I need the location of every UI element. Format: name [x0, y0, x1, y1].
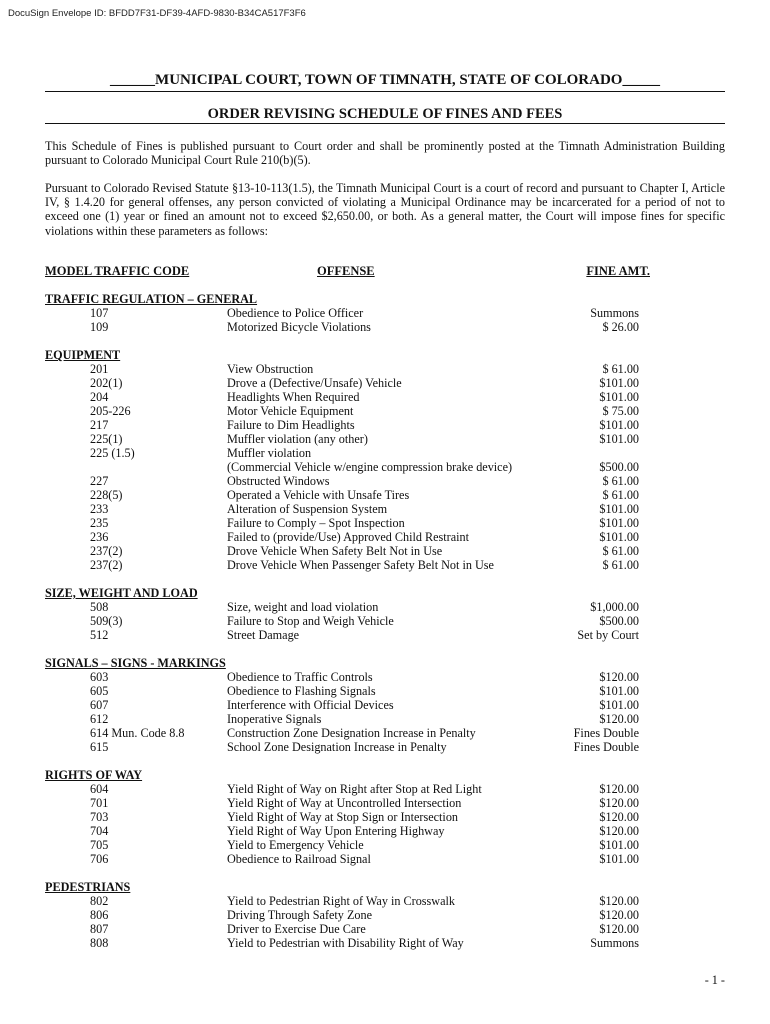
offense-cell: Driver to Exercise Due Care — [227, 922, 366, 936]
fine-cell: $120.00 — [599, 712, 639, 726]
code-cell: 202(1) — [90, 376, 123, 390]
table-row — [0, 810, 770, 824]
code-cell: 205-226 — [90, 404, 131, 418]
code-cell: 509(3) — [90, 614, 123, 628]
section-title: TRAFFIC REGULATION – GENERAL — [45, 292, 258, 306]
fine-section — [0, 292, 770, 334]
code-cell: 605 — [90, 684, 109, 698]
fine-cell: $ 26.00 — [602, 320, 639, 334]
offense-cell: Muffler violation (any other) — [227, 432, 368, 446]
fine-cell: $120.00 — [599, 782, 639, 796]
table-row — [0, 894, 770, 908]
code-cell: 701 — [90, 796, 109, 810]
section-title: PEDESTRIANS — [45, 880, 131, 894]
fine-cell: $ 61.00 — [602, 362, 639, 376]
offense-cell-continued: (Commercial Vehicle w/engine compression brake device) — [227, 460, 513, 474]
table-row — [0, 362, 770, 376]
offense-cell: Operated a Vehicle with Unsafe Tires — [227, 488, 410, 502]
table-row — [0, 432, 770, 446]
fine-cell: $ 61.00 — [602, 488, 639, 502]
offense-cell: Alteration of Suspension System — [227, 502, 388, 516]
column-header-offense: OFFENSE — [317, 264, 375, 278]
code-cell: 808 — [90, 936, 109, 950]
fine-cell: $101.00 — [599, 502, 639, 516]
fine-cell: $ 61.00 — [602, 474, 639, 488]
fine-cell: $101.00 — [599, 390, 639, 404]
fine-cell: $120.00 — [599, 810, 639, 824]
table-row — [0, 474, 770, 488]
fine-cell: $101.00 — [599, 432, 639, 446]
fine-cell: $101.00 — [599, 698, 639, 712]
section-title: SIGNALS – SIGNS - MARKINGS — [45, 656, 226, 670]
code-cell: 703 — [90, 810, 109, 824]
code-cell: 706 — [90, 852, 109, 866]
code-cell: 233 — [90, 502, 109, 516]
table-row — [0, 516, 770, 530]
table-row — [0, 824, 770, 838]
column-header-fine: FINE AMT. — [586, 264, 650, 278]
fine-cell: $500.00 — [599, 460, 639, 474]
offense-cell: Driving Through Safety Zone — [227, 908, 372, 922]
fine-cell: $101.00 — [599, 684, 639, 698]
table-row — [0, 628, 770, 642]
fine-cell: $120.00 — [599, 894, 639, 908]
fine-cell: $ 75.00 — [602, 404, 639, 418]
code-cell: 228(5) — [90, 488, 123, 502]
table-row — [0, 544, 770, 558]
offense-cell: Construction Zone Designation Increase in Penalty — [227, 726, 476, 740]
table-row — [0, 530, 770, 544]
offense-cell: Motor Vehicle Equipment — [227, 404, 354, 418]
offense-cell: View Obstruction — [227, 362, 314, 376]
offense-cell: Obedience to Police Officer — [227, 306, 364, 320]
table-row — [0, 740, 770, 754]
offense-cell: Obstructed Windows — [227, 474, 330, 488]
fine-cell: Set by Court — [577, 628, 639, 642]
fine-cell: $120.00 — [599, 670, 639, 684]
code-cell: 512 — [90, 628, 109, 642]
offense-cell: Failure to Stop and Weigh Vehicle — [227, 614, 394, 628]
table-row — [0, 712, 770, 726]
fines-table — [0, 292, 770, 950]
offense-cell: Interference with Official Devices — [227, 698, 394, 712]
fine-cell: $101.00 — [599, 376, 639, 390]
fine-cell: $1,000.00 — [590, 600, 639, 614]
title-rule — [45, 91, 725, 92]
table-row — [0, 558, 770, 572]
code-cell: 614 Mun. Code 8.8 — [90, 726, 185, 740]
code-cell: 705 — [90, 838, 109, 852]
code-cell: 225 (1.5) — [90, 446, 135, 460]
intro-paragraph: This Schedule of Fines is published pursuant to Court order and shall be prominently posted at the Timnath Administration Building pursuant to Colorado Municipal Court Rule 210(b)(5). — [45, 139, 725, 168]
code-cell: 807 — [90, 922, 109, 936]
table-row — [0, 306, 770, 320]
offense-cell: Drove a (Defective/Unsafe) Vehicle — [227, 376, 402, 390]
table-row — [0, 726, 770, 740]
table-row — [0, 446, 770, 474]
fine-cell: $101.00 — [599, 418, 639, 432]
offense-cell: Failure to Comply – Spot Inspection — [227, 516, 405, 530]
code-cell: 237(2) — [90, 558, 123, 572]
code-cell: 612 — [90, 712, 109, 726]
table-row — [0, 418, 770, 432]
table-row — [0, 838, 770, 852]
fine-cell: $101.00 — [599, 530, 639, 544]
fine-cell: $101.00 — [599, 516, 639, 530]
table-row — [0, 684, 770, 698]
code-cell: 604 — [90, 782, 109, 796]
fine-section — [0, 880, 770, 950]
code-cell: 603 — [90, 670, 109, 684]
table-row — [0, 852, 770, 866]
offense-cell: School Zone Designation Increase in Penalty — [227, 740, 447, 754]
offense-cell: Yield Right of Way on Right after Stop at Red Light — [227, 782, 482, 796]
table-row — [0, 320, 770, 334]
table-row — [0, 600, 770, 614]
table-row — [0, 404, 770, 418]
table-row — [0, 782, 770, 796]
table-row — [0, 390, 770, 404]
offense-cell: Yield to Emergency Vehicle — [227, 838, 364, 852]
docusign-envelope-id: DocuSign Envelope ID: BFDD7F31-DF39-4AFD-9830-B34CA517F3F6 — [8, 8, 306, 19]
fine-section — [0, 348, 770, 572]
offense-cell: Failure to Dim Headlights — [227, 418, 355, 432]
fine-section — [0, 768, 770, 866]
table-row — [0, 670, 770, 684]
code-cell: 508 — [90, 600, 109, 614]
offense-cell: Yield to Pedestrian Right of Way in Crosswalk — [227, 894, 455, 908]
code-cell: 217 — [90, 418, 109, 432]
fine-cell: $120.00 — [599, 796, 639, 810]
offense-cell: Yield Right of Way at Uncontrolled Intersection — [227, 796, 462, 810]
code-cell: 225(1) — [90, 432, 123, 446]
code-cell: 107 — [90, 306, 109, 320]
offense-cell: Headlights When Required — [227, 390, 360, 404]
fine-cell: $101.00 — [599, 852, 639, 866]
page-number: - 1 - — [704, 973, 725, 987]
fine-cell: $ 61.00 — [602, 544, 639, 558]
code-cell: 806 — [90, 908, 109, 922]
offense-cell: Yield Right of Way Upon Entering Highway — [227, 824, 445, 838]
statute-paragraph: Pursuant to Colorado Revised Statute §13-10-113(1.5), the Timnath Municipal Court is a court of record and pursuant to Chapter I, Article IV, § 1.4.20 for general offenses, any person convicted of violating a Municipal Ordinance may be incarcerated for a period of not to exceed one (1) year or fined an amount not to exceed $2,650.00, or both. As a general matter, the Court will impose fines for specific violations within these parameters as follows: — [45, 181, 725, 238]
offense-cell: Street Damage — [227, 628, 300, 642]
fine-cell: Fines Double — [573, 740, 639, 754]
offense-cell: Inoperative Signals — [227, 712, 322, 726]
offense-cell: Size, weight and load violation — [227, 600, 379, 614]
court-title: ______MUNICIPAL COURT, TOWN OF TIMNATH, STATE OF COLORADO_____ — [110, 72, 660, 88]
offense-cell: Failed to (provide/Use) Approved Child Restraint — [227, 530, 470, 544]
fine-cell: $120.00 — [599, 824, 639, 838]
order-title: ORDER REVISING SCHEDULE OF FINES AND FEES — [207, 106, 563, 122]
code-cell: 227 — [90, 474, 109, 488]
code-cell: 615 — [90, 740, 109, 754]
code-cell: 235 — [90, 516, 109, 530]
table-row — [0, 488, 770, 502]
table-row — [0, 502, 770, 516]
table-row — [0, 922, 770, 936]
fine-section — [0, 586, 770, 642]
code-cell: 109 — [90, 320, 109, 334]
section-title: EQUIPMENT — [45, 348, 121, 362]
offense-cell: Yield Right of Way at Stop Sign or Intersection — [227, 810, 459, 824]
table-row — [0, 796, 770, 810]
section-title: SIZE, WEIGHT AND LOAD — [45, 586, 198, 600]
offense-cell: Obedience to Flashing Signals — [227, 684, 376, 698]
column-header-code: MODEL TRAFFIC CODE — [45, 264, 190, 278]
fine-cell: $120.00 — [599, 908, 639, 922]
table-row — [0, 936, 770, 950]
fine-section — [0, 656, 770, 754]
fine-cell: Fines Double — [573, 726, 639, 740]
fine-cell: $500.00 — [599, 614, 639, 628]
fine-cell: $ 61.00 — [602, 558, 639, 572]
order-rule — [45, 123, 725, 124]
table-row — [0, 698, 770, 712]
offense-cell: Drove Vehicle When Safety Belt Not in Use — [227, 544, 443, 558]
code-cell: 201 — [90, 362, 109, 376]
code-cell: 204 — [90, 390, 109, 404]
offense-cell: Yield to Pedestrian with Disability Right of Way — [227, 936, 464, 950]
fine-cell: $101.00 — [599, 838, 639, 852]
code-cell: 607 — [90, 698, 109, 712]
fine-cell: Summons — [590, 936, 639, 950]
table-row — [0, 376, 770, 390]
section-title: RIGHTS OF WAY — [45, 768, 143, 782]
fine-cell: $120.00 — [599, 922, 639, 936]
offense-cell: Drove Vehicle When Passenger Safety Belt Not in Use — [227, 558, 494, 572]
offense-cell: Obedience to Railroad Signal — [227, 852, 371, 866]
offense-cell: Muffler violation — [227, 446, 312, 460]
table-row — [0, 614, 770, 628]
offense-cell: Obedience to Traffic Controls — [227, 670, 373, 684]
code-cell: 704 — [90, 824, 109, 838]
fine-cell: Summons — [590, 306, 639, 320]
table-row — [0, 908, 770, 922]
code-cell: 236 — [90, 530, 109, 544]
offense-cell: Motorized Bicycle Violations — [227, 320, 371, 334]
code-cell: 802 — [90, 894, 109, 908]
code-cell: 237(2) — [90, 544, 123, 558]
